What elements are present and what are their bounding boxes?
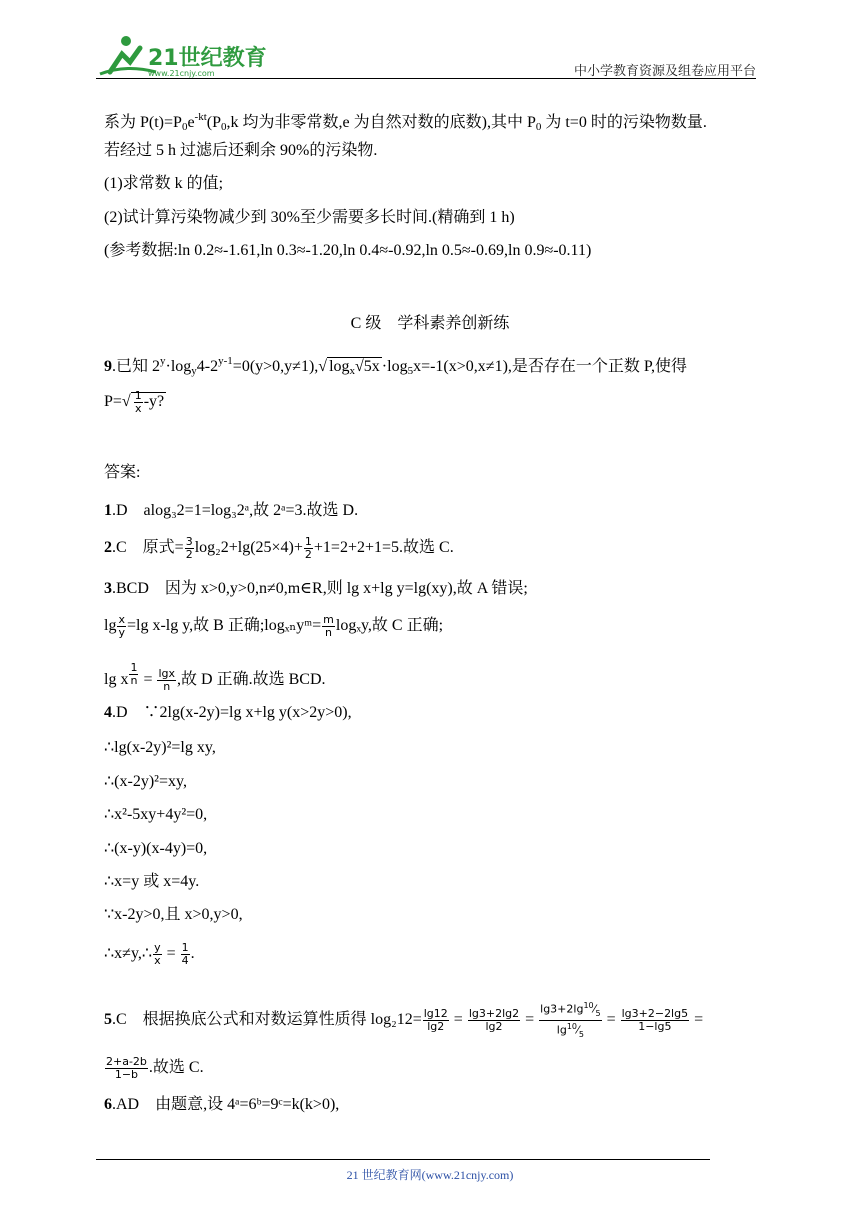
answer-4-line4: ∴x²-5xy+4y²=0, <box>104 806 208 823</box>
p8-line1: 系为 $P(t)=P_0e^{-kt}(P_0,k$ 均为非零常数,e 为自然对数的底数),其中 $P_0$ 为 t=0 时的污染物数量. <box>104 111 707 133</box>
answer-4-line8: ∴x≠y,∴ $\frac{y}{x}$ = $\frac{1}{4}$ . <box>104 941 195 967</box>
p8-q1: (1)求常数 k 的值; <box>104 175 224 192</box>
answer-2: 2.C 原式= $\frac{3}{2}$ log₂2+lg(25×4)+ $\frac{1}{2}$ +1=2+2+1=5.故选 C. <box>104 535 454 561</box>
header-platform-label: 中小学教育资源及组卷应用平台 <box>573 64 756 79</box>
p8-line2: 若经过 5 h 过滤后还剩余 90%的污染物. <box>104 142 378 159</box>
answer-3-line2: lg $\frac{x}{y}$ =lg x-lg y,故 B 正确;logₓₙyᵐ= $\frac{m}{n}$ logₓy,故 C 正确; <box>104 613 444 639</box>
answer-4-line3: ∴(x-2y)²=xy, <box>104 773 187 790</box>
p9-line2: P=√ $\frac{1}{x}$ -y? <box>104 389 165 415</box>
answer-3-line3: lg x $^{\frac{1}{n}}$ = $\frac{\lg x}{n}$ ,故 D 正确.故选 BCD. <box>104 661 326 693</box>
footer-divider <box>96 1159 710 1160</box>
p8-q2: (2)试计算污染物减少到 30%至少需要多长时间.(精确到 1 h) <box>104 209 515 226</box>
answer-4-line6: ∴x=y 或 x=4y. <box>104 873 200 890</box>
p9-line1: 9.已知 $2^y\cdot\log_y4-2^{y-1}=0(y>0,y\ne 1),√$ $\log_x√5x \cdot\log_5x=-1(x>0,x\ne 1)$,是否存在一个正数 P,使得 <box>104 355 688 377</box>
answer-5-line2: $\frac{2+a-2b}{1-b}$ .故选 C. <box>106 1055 204 1081</box>
section-c-title: C 级 学科素养创新练 <box>350 315 510 332</box>
answer-1: 1.D alog₃2=1=log₃2ᵃ,故 2ᵃ=3.故选 D. <box>104 502 359 519</box>
logo-url: www.21cnjy.com <box>148 69 215 78</box>
answer-6: 6.AD 由题意,设 4ᵃ=6ᵇ=9ᶜ=k(k>0), <box>104 1096 340 1113</box>
answer-4-line5: ∴(x-y)(x-4y)=0, <box>104 840 208 857</box>
answer-4-line7: ∵x-2y>0,且 x>0,y>0, <box>104 906 243 923</box>
logo-text: 21世纪教育 <box>148 46 266 71</box>
footer-text: 21 世纪教育网(www.21cnjy.com) <box>346 1168 514 1182</box>
answer-5-line1: 5.C 根据换底公式和对数运算性质得 log₂12= $\frac{\lg 12}{\lg 2}$ = $\frac{\lg 3+2\lg 2}{\lg 2}$ = $\frac{\lg 3+2\lg^{10}⁄_5}{\lg^{10}⁄_5}$ = $\frac{\lg 3+2-2\lg 5}{1-\lg 5}$ = <box>104 1001 704 1039</box>
answer-4-line2: ∴lg(x-2y)²=lg xy, <box>104 739 216 756</box>
answer-4-line1: 4.D ∵2lg(x-2y)=lg x+lg y(x>2y>0), <box>104 704 352 721</box>
p8-reference: (参考数据:ln 0.2≈-1.61,ln 0.3≈-1.20,ln 0.4≈-0.92,ln 0.5≈-0.69,ln 0.9≈-0.11) <box>104 242 592 259</box>
answer-3-line1: 3.BCD 因为 x>0,y>0,n≠0,m∈R,则 lg x+lg y=lg(xy),故 A 错误; <box>104 580 528 597</box>
site-logo <box>96 32 266 80</box>
header-divider <box>96 78 756 79</box>
answers-title: 答案: <box>104 464 141 481</box>
